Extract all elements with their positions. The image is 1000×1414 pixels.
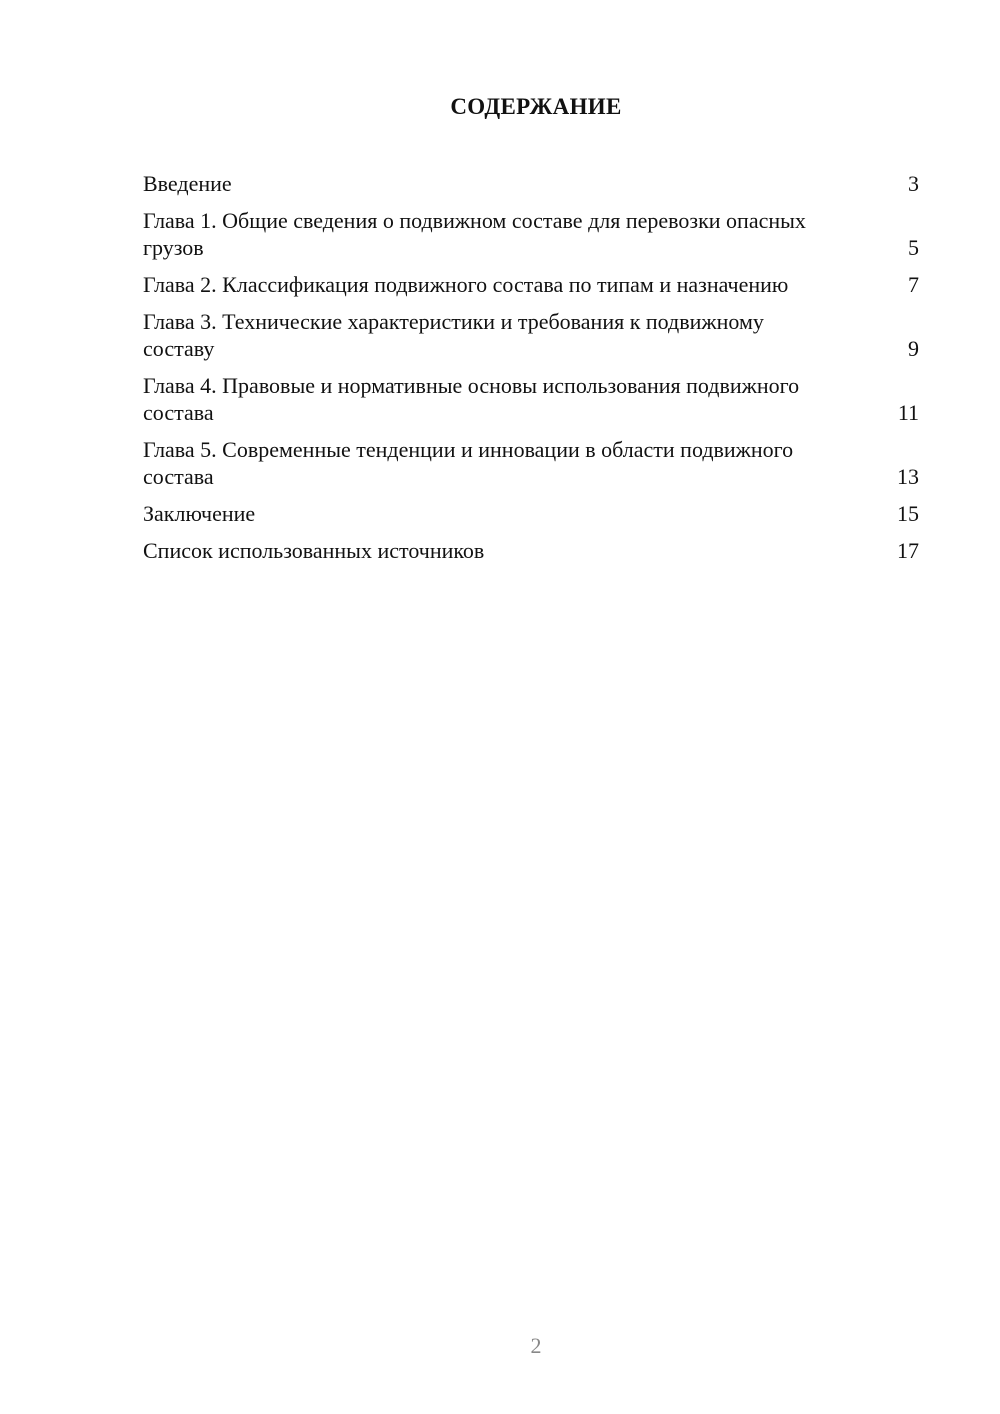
toc-entry-text: Глава 5. Современные тенденции и инновации в области подвижного состава — [143, 437, 794, 489]
toc-entry-page: 11 — [897, 400, 919, 425]
table-of-contents — [143, 170, 919, 574]
toc-entry-chapter-3 — [143, 308, 919, 362]
toc-entry-page: 7 — [908, 272, 919, 297]
toc-entry-text: Заключение — [143, 501, 256, 526]
toc-entry-chapter-4 — [143, 372, 919, 426]
toc-entry-references — [143, 537, 919, 564]
toc-entry-page: 17 — [897, 538, 919, 563]
toc-entry-page: 13 — [897, 464, 919, 489]
toc-entry-chapter-1 — [143, 207, 919, 261]
toc-entry-page: 3 — [908, 171, 919, 196]
toc-entry-text: Глава 2. Классификация подвижного состава по типам и назначению — [143, 272, 789, 297]
toc-entry-text: Глава 1. Общие сведения о подвижном составе для перевозки опасных грузов — [143, 208, 806, 260]
toc-entry-text: Глава 3. Технические характеристики и требования к подвижному составу — [143, 309, 764, 361]
page-title: СОДЕРЖАНИЕ — [450, 94, 622, 119]
toc-entry-page: 15 — [897, 501, 919, 526]
toc-entry-text: Глава 4. Правовые и нормативные основы использования подвижного состава — [143, 373, 800, 425]
toc-entry-page: 9 — [908, 336, 919, 361]
toc-entry-chapter-2 — [143, 271, 919, 298]
toc-entry-text: Список использованных источников — [143, 538, 485, 563]
page-number: 2 — [530, 1333, 542, 1358]
toc-entry-chapter-5 — [143, 436, 919, 490]
toc-entry-page: 5 — [908, 235, 919, 260]
toc-entry-introduction — [143, 170, 919, 197]
toc-entry-text: Введение — [143, 171, 232, 196]
toc-entry-conclusion — [143, 500, 919, 527]
